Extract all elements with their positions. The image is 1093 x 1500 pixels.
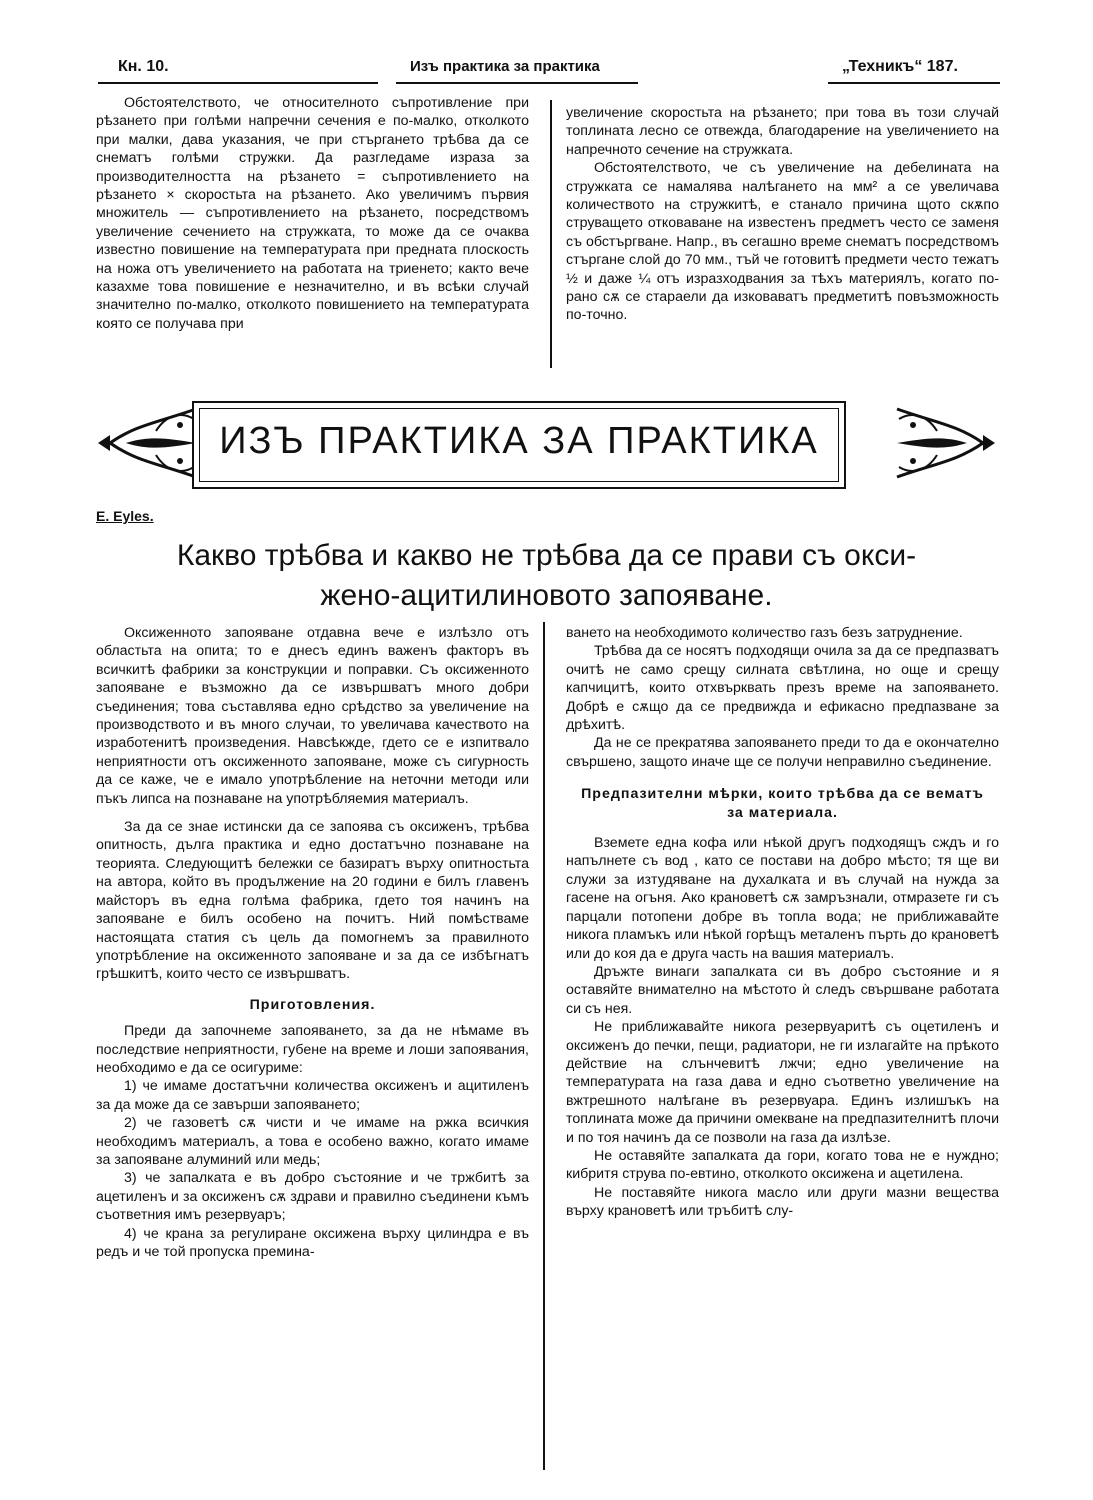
section-banner: [96, 395, 997, 491]
top-column-rule: [550, 100, 552, 368]
list-item: 4) че крана за регулиране оксижена върху цилиндра е въ редъ и че той пропуска премина-: [96, 1225, 529, 1260]
article-title-line: Какво трѣбва и какво не трѣбва да се прави съ окси-: [176, 539, 917, 572]
header-rule-right: [828, 82, 1000, 84]
running-header-right: „Техникъ“ 187.: [842, 58, 958, 75]
paragraph: Обстоятелството, че относителното съпротивление при рѣзането при голѣми напречни сечения е по-малко, отколкото при малки, дава указания, че при стъргането трѣбва да се снематъ голѣми стружки. Да разгледаме израза за производителността на рѣзането = съпротивлението на рѣзането × скоростьта на рѣзането. Ако увеличимъ първия множитель — съпротивлението на рѣзането, посредствомъ увеличение сечението на стружката, то може да се очаква известно повишение на температурата при предната плоскость на ножа отъ увеличението на работата на триенето; както вече казахме това повишение е незначително, и въ всѣки случай значително по-малко, отколкото повишението на температурата която се получава при: [96, 95, 529, 332]
article-title-line: жено-ацитилиновото запояване.: [320, 579, 773, 612]
section-heading: Предпазителни мѣрки, които трѣбва да се вематъ за материала.: [581, 786, 984, 821]
running-header-center: Изъ практика за практика: [410, 58, 600, 75]
header-rule-left: [98, 82, 378, 84]
ornament-left-icon: [96, 395, 206, 491]
paragraph: увеличение скоростьта на рѣзането; при това въ този случай топлината лесно се отвежда, благодарение на увеличението на напречното сечение на стружката.: [566, 105, 999, 158]
list-item: 1) че имаме достатъчни количества оксиженъ и ацитиленъ за да може да се завърши запояването;: [96, 1078, 529, 1113]
paragraph: Оксиженното запояване отдавна вече е излѣзло отъ областьта на опита; то е днесъ единъ важенъ факторъ въ всичкитѣ фабрики за конструкции и поправки. Съ оксиженното запояване е възможно да се извършватъ много добри съединения; това съставлява едно срѣдство за увеличение на производството и въ много случаи, то увеличава качеството на изработенитѣ произведения. Навсѣкжде, гдето се е изпитвало неприятности отъ оксиженното запояване, може съ сигурность да се каже, че е имало употрѣбление на неточни методи или пъкъ липса на познаване на употрѣбляемия материалъ.: [96, 625, 529, 807]
article-column-rule: [543, 622, 545, 1470]
list-item: 2) че газоветѣ сѫ чисти и че имаме на ржка всичкия необходимъ материалъ, а това е особено важно, когато имаме за запояване алуминий или медь;: [96, 1115, 529, 1168]
section-heading: Приготовления.: [249, 996, 376, 1013]
paragraph: Преди да започнеме запояването, за да не нѣмаме въ последствие неприятности, губене на време и лоши запоявания, необходимо е да се осигуриме:: [96, 1023, 529, 1076]
article-author: E. Eyles.: [96, 508, 154, 524]
paragraph: Обстоятелството, че съ увеличение на дебелината на стружката се намалява налѣгането на мм² а се увеличава количеството на стружкитѣ, е станало причина щото скѫпо струващето отковаване на известенъ предметъ често се заменя съ обстъргване. Напр., въ сегашно време снематъ посредствомъ стъргане слой до 70 мм., тъй че готовитѣ предмети често тежатъ ½ и даже ¼ отъ изразходвания за тѣхъ материялъ, когато по-рано сѫ се старaели да изковаватъ предметитѣ повъзможность по-точно.: [566, 160, 999, 324]
article-right-column: [566, 624, 999, 1221]
paragraph: Дръжте винаги запалката си въ добро състояние и я оставяйте внимателно на мѣстото ѝ следъ свършване работата си съ нея.: [566, 963, 999, 1017]
ornament-right-icon: [887, 395, 997, 491]
top-left-column: [96, 94, 529, 333]
paragraph: Трѣбва да се носятъ подходящи очила за да се предпазватъ очитѣ не само срещу силната свѣтлина, но още и срещу капчицитѣ, които отхвърквать презъ време на запояването. Добрѣ е сѫщо да се предвижда и ефикасно предпазване за дрѣхитѣ.: [566, 643, 999, 734]
banner-title: ИЗЪ ПРАКТИКА ЗА ПРАКТИКА: [219, 420, 819, 462]
paragraph: Вземете една кофа или нѣкой другъ подходящъ сждъ и го напълнете съ вод , като се постави на добро мѣсто; тя ще ви служи за изтудяване на духалката и въ случай на нужда за гасене на огъня. Ако крановетѣ сѫ замръзнали, отмразете ги съ парцали потопени добре въ топла вода; не приближавайте никога пламъкъ или нѣкой горѣщъ металенъ пърть до крановетѣ или до коя да е друга часть на вашия материалъ.: [566, 835, 999, 962]
header-rule-center: [396, 82, 638, 84]
banner-frame: [192, 401, 846, 489]
paragraph: Не оставяйте запалката да гори, когато това не е нуждно; кибритя струва по-евтино, отколкото оксижена и ацетилена.: [566, 1147, 999, 1183]
list-item: 3) че запалката е въ добро състояние и че тржбитѣ за ацетиленъ и за оксиженъ сѫ здрави и правилно съединени къмъ съответния имъ резервуаръ;: [96, 1170, 529, 1224]
paragraph: За да се знае истински да се запоява съ оксиженъ, трѣбва опитность, дълга практика и едно достатъчно познаване на теорията. Следующитѣ бележки се базиратъ върху опитностьта на автора, който въ продължение на 20 години е билъ главенъ майсторъ въ една голѣма фабрика, гдето тоя начинъ на запояване е билъ особено на почитъ. Ний помѣстваме настоящата статия съ цель да помогнемъ за правилното употрѣбление на оксиженното запояване и за да се избѣгнатъ грѣшкитѣ, които често се извършватъ.: [96, 819, 529, 983]
article-left-column: [96, 624, 529, 1261]
top-right-column: [566, 104, 999, 325]
paragraph: Да не се прекратява запояването преди то да е окончателно свършено, защото иначе ще се получи неправилно съединение.: [566, 735, 999, 770]
paragraph: ването на необходимото количество газъ безъ затруднение.: [566, 625, 963, 641]
article-title: [96, 536, 997, 616]
running-header-left: Кн. 10.: [118, 58, 169, 75]
paragraph: Не приближавайте никога резервуаритѣ съ оцетиленъ и оксиженъ до печки, пещи, радиатори, не ги излагайте на прѣкото действие на слънчевитѣ лжчи; едно увеличение на температурата на газа дава и едно съответно увеличение на вжтрешното налѣгане въ резервуара. Единъ излишъкъ на топлината може да причини омекване на предпазителнитѣ плочи и по тоя начинъ да се позволи на газа да излѣзе.: [566, 1019, 999, 1146]
paragraph: Не поставяйте никога масло или други мазни вещества върху крановетѣ или тръбитѣ слу-: [566, 1184, 999, 1220]
